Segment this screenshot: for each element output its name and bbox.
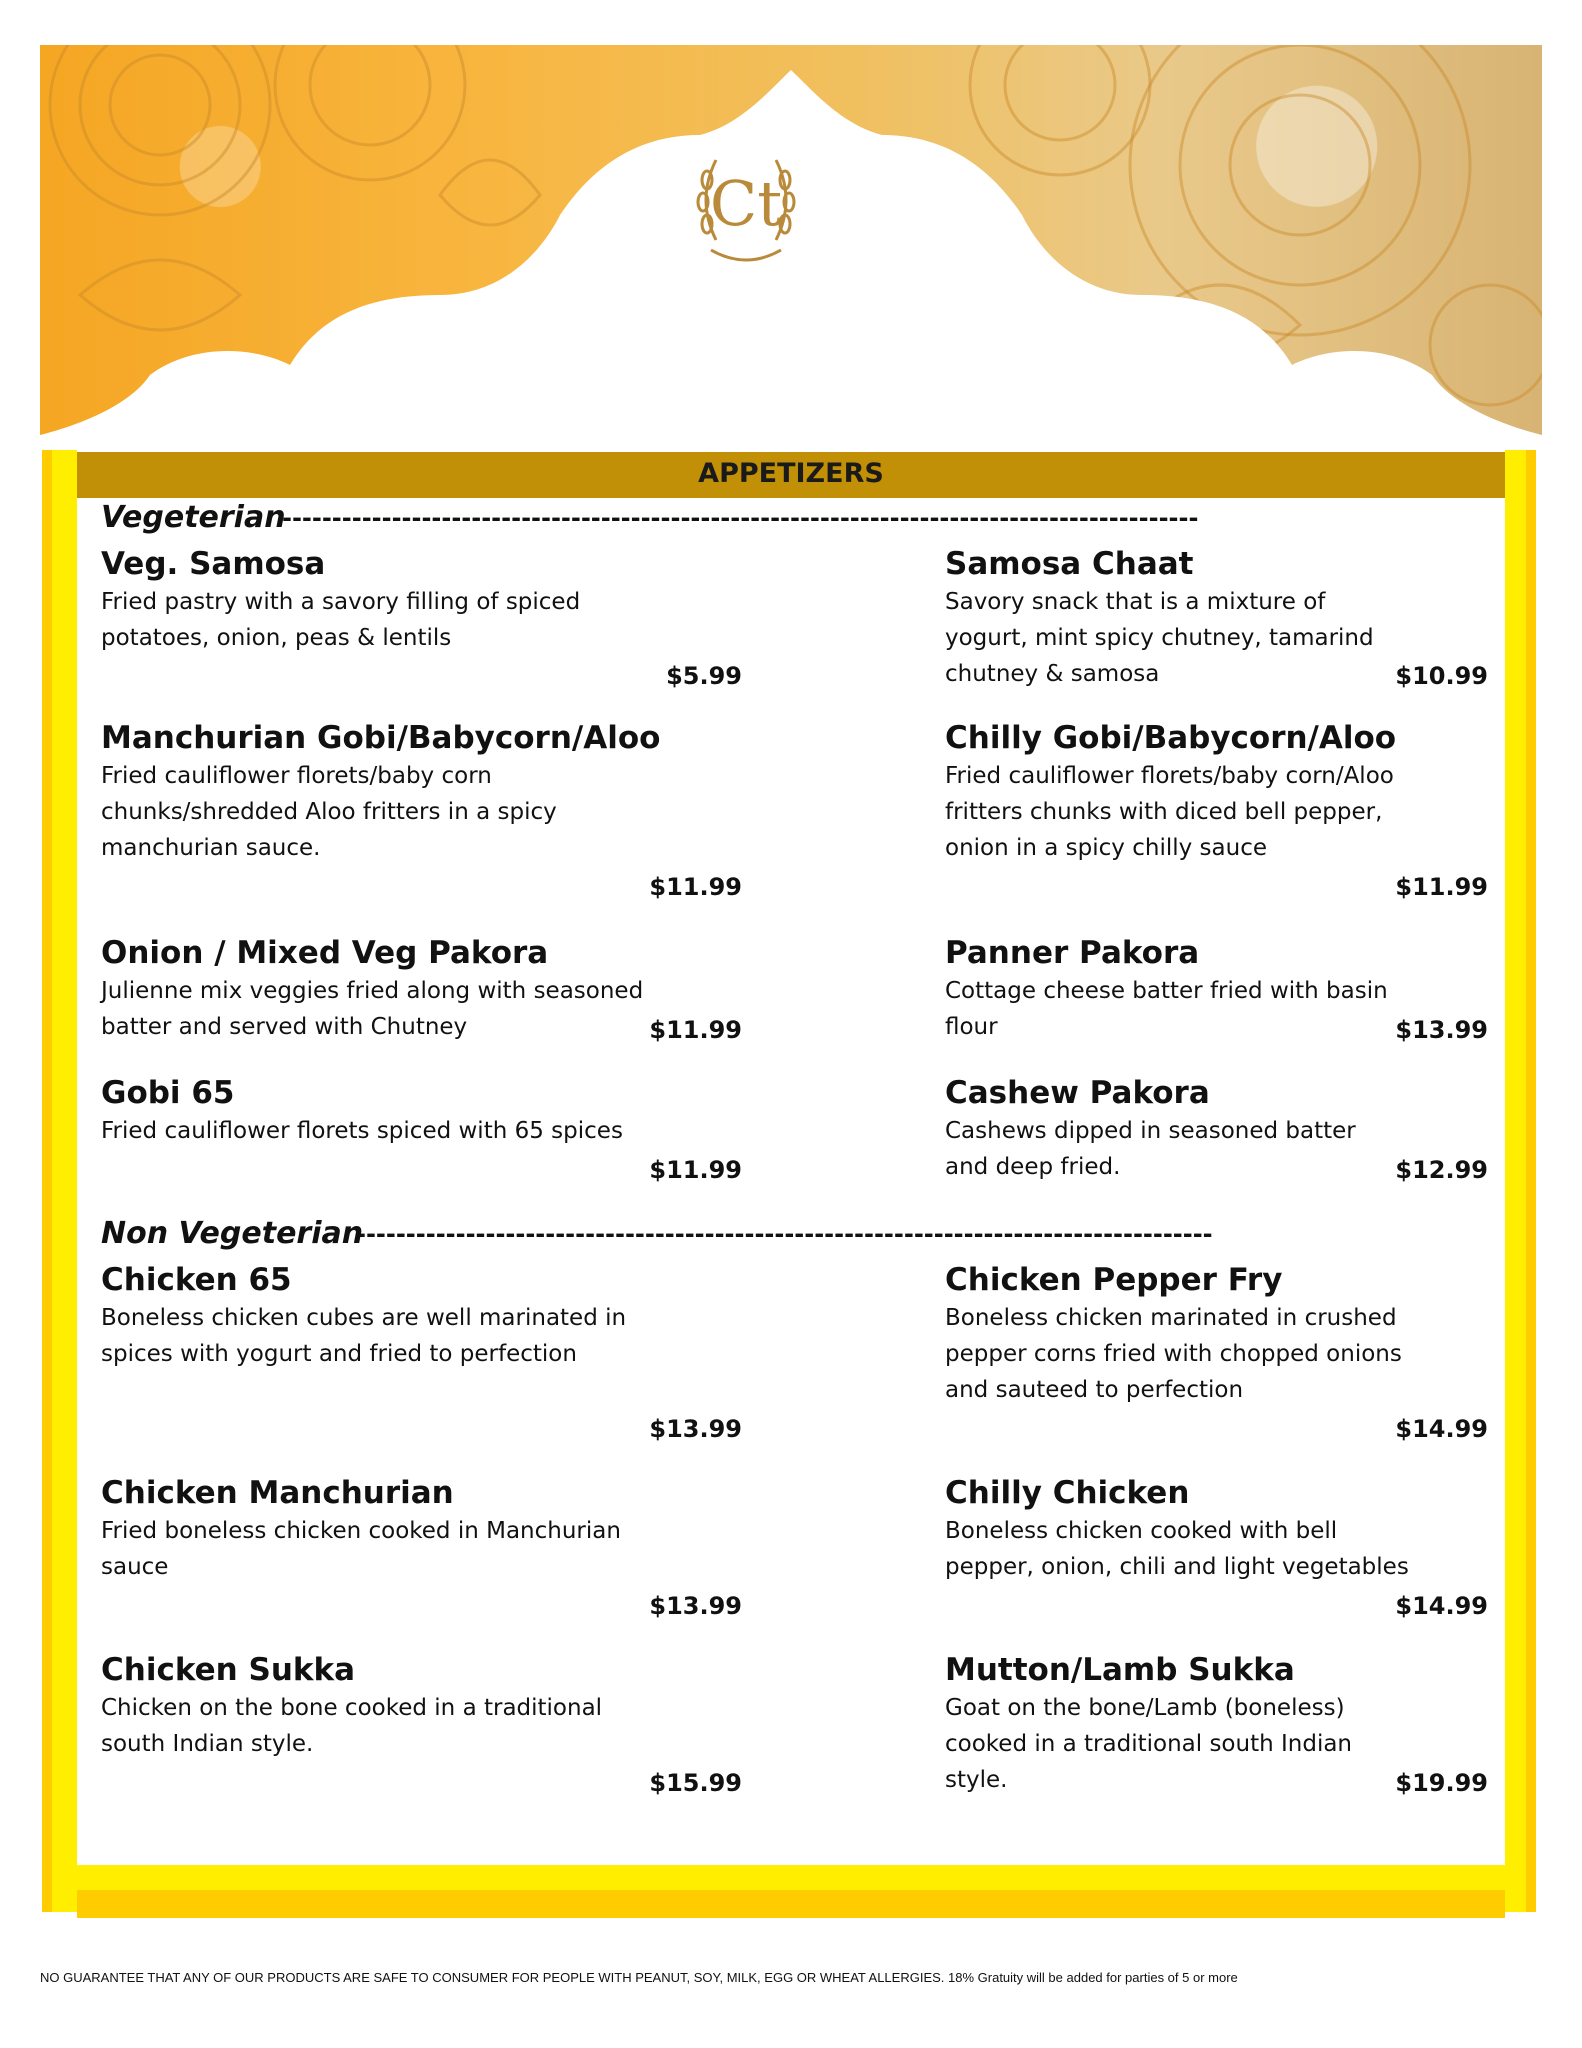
item-price: $10.99	[1395, 662, 1488, 690]
item-description: Fried pastry with a savory filling of spiced potatoes, onion, peas & lentils	[101, 589, 581, 651]
item-name: Cashew Pakora	[945, 1075, 1210, 1111]
item-name: Manchurian Gobi/Babycorn/Aloo	[101, 720, 661, 756]
item-description: Savory snack that is a mixture of yogurt, mint spicy chutney, tamarind chutney & samosa	[945, 589, 1374, 687]
list-item	[945, 1473, 1415, 1585]
list-item	[101, 718, 661, 866]
section-header-bar	[77, 452, 1505, 498]
list-item	[101, 544, 661, 656]
list-item	[945, 544, 1405, 692]
item-price: $5.99	[666, 662, 742, 690]
item-description: Cottage cheese batter fried with basin flour	[945, 978, 1388, 1040]
item-price: $11.99	[649, 1016, 742, 1044]
nonveg-section-label: Non Vegeterian	[101, 1216, 364, 1251]
list-item	[945, 1260, 1405, 1408]
item-price: $11.99	[649, 873, 742, 901]
allergy-disclaimer: NO GUARANTEE THAT ANY OF OUR PRODUCTS ARE SAFE TO CONSUMER FOR PEOPLE WITH PEANUT, SOY, MILK, EGG OR WHEAT ALLERGIES. 18% Gratuity will be added for parties of 5 or more	[40, 1970, 1238, 1985]
list-item	[945, 1650, 1385, 1798]
item-name: Panner Pakora	[945, 935, 1200, 971]
item-name: Chicken Pepper Fry	[945, 1262, 1283, 1298]
item-price: $19.99	[1395, 1769, 1488, 1797]
item-price: $14.99	[1395, 1592, 1488, 1620]
nonveg-divider: --------------------------------------------------------------------------------------	[356, 1220, 1213, 1248]
item-name: Chicken Sukka	[101, 1652, 356, 1688]
item-name: Gobi 65	[101, 1075, 235, 1111]
item-name: Mutton/Lamb Sukka	[945, 1652, 1295, 1688]
list-item	[101, 933, 661, 1045]
item-description: Fried cauliflower florets spiced with 65 spices	[101, 1118, 623, 1144]
item-description: Boneless chicken cooked with bell pepper, onion, chili and light vegetables	[945, 1518, 1409, 1580]
item-price: $15.99	[649, 1769, 742, 1797]
item-name: Onion / Mixed Veg Pakora	[101, 935, 549, 971]
list-item	[101, 1473, 661, 1585]
item-description: Fried cauliflower florets/baby corn/Aloo fritters chunks with diced bell pepper, onion in a spicy chilly sauce	[945, 763, 1394, 861]
item-name: Chilly Gobi/Babycorn/Aloo	[945, 720, 1397, 756]
list-item	[101, 1260, 661, 1372]
list-item	[101, 1650, 661, 1762]
item-description: Cashews dipped in seasoned batter and deep fried.	[945, 1118, 1356, 1180]
header-banner	[40, 45, 1542, 450]
item-name: Chilly Chicken	[945, 1475, 1190, 1511]
item-price: $13.99	[649, 1592, 742, 1620]
item-description: Boneless chicken cubes are well marinated in spices with yogurt and fried to perfection	[101, 1305, 627, 1367]
item-description: Fried cauliflower florets/baby corn chunks/shredded Aloo fritters in a spicy manchurian sauce.	[101, 763, 557, 861]
svg-text:Ct: Ct	[709, 167, 783, 240]
item-name: Chicken 65	[101, 1262, 292, 1298]
item-description: Goat on the bone/Lamb (boneless) cooked in a traditional south Indian style.	[945, 1695, 1353, 1793]
item-price: $11.99	[1395, 873, 1488, 901]
veg-section-label: Vegeterian	[101, 500, 286, 535]
item-price: $13.99	[1395, 1016, 1488, 1044]
list-item	[945, 718, 1415, 866]
list-item	[945, 1073, 1405, 1185]
item-price: $13.99	[649, 1415, 742, 1443]
item-name: Samosa Chaat	[945, 546, 1194, 582]
item-name: Chicken Manchurian	[101, 1475, 454, 1511]
item-description: Fried boneless chicken cooked in Manchurian sauce	[101, 1518, 621, 1580]
item-price: $14.99	[1395, 1415, 1488, 1443]
bottom-bar	[77, 1890, 1505, 1918]
list-item	[101, 1073, 661, 1149]
item-description: Julienne mix veggies fried along with seasoned batter and served with Chutney	[101, 978, 644, 1040]
item-description: Boneless chicken marinated in crushed pepper corns fried with chopped onions and sauteed to perfection	[945, 1305, 1402, 1403]
page-title: APPETIZERS	[698, 458, 884, 489]
list-item	[945, 933, 1405, 1045]
item-price: $12.99	[1395, 1156, 1488, 1184]
item-name: Veg. Samosa	[101, 546, 326, 582]
restaurant-logo	[691, 130, 801, 290]
veg-divider: --------------------------------------------------------------------------------------------	[282, 504, 1199, 532]
item-price: $11.99	[649, 1156, 742, 1184]
item-description: Chicken on the bone cooked in a traditional south Indian style.	[101, 1695, 603, 1757]
